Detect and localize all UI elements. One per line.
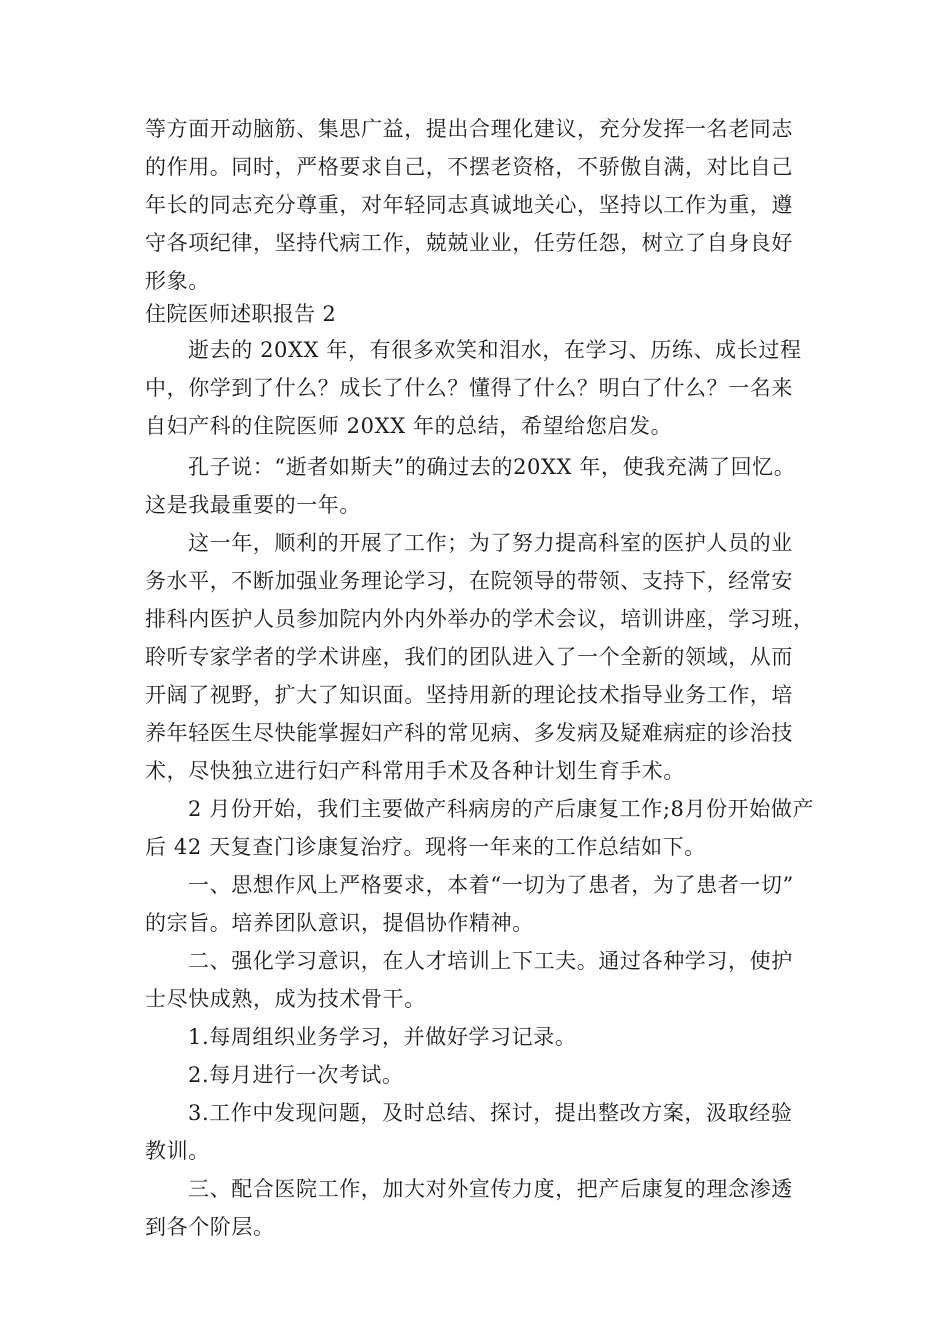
list-item: 1.每周组织业务学习，并做好学习记录。 — [188, 1025, 577, 1049]
text-line: 等方面开动脑筋、集思广益，提出合理化建议，充分发挥一名老同志 — [145, 117, 793, 141]
text-line: 开阔了视野，扩大了知识面。坚持用新的理论技术指导业务工作，培 — [145, 683, 793, 707]
text-line: 二、强化学习意识，在人才培训上下工夫。通过各种学习，使护 — [188, 949, 793, 973]
section-heading: 住院医师述职报告 2 — [145, 302, 337, 326]
text-line: 一、思想作风上严格要求，本着“一切为了患者，为了患者一切” — [188, 873, 794, 897]
text-line: 三、配合医院工作，加大对外宣传力度，把产后康复的理念渗透 — [188, 1177, 793, 1201]
text-line: 务水平，不断加强业务理论学习，在院领导的带领、支持下，经常安 — [145, 569, 793, 593]
text-line: 守各项纪律，坚持代病工作，兢兢业业，任劳任怨，树立了自身良好 — [145, 231, 793, 255]
text-line: 排科内医护人员参加院内外内外举办的学术会议，培训讲座，学习班， — [145, 607, 815, 631]
text-line: 后 42 天复查门诊康复治疗。现将一年来的工作总结如下。 — [145, 835, 706, 859]
text-line: 中，你学到了什么？成长了什么？懂得了什么？明白了什么？一名来 — [145, 376, 793, 400]
text-line: 2 月份开始，我们主要做产科病房的产后康复工作;8月份开始做产 — [188, 797, 815, 821]
text-line: 年长的同志充分尊重，对年轻同志真诚地关心，坚持以工作为重，遵 — [145, 193, 793, 217]
text-line: 聆听专家学者的学术讲座，我们的团队进入了一个全新的领域，从而 — [145, 645, 793, 669]
text-line: 到各个阶层。 — [145, 1215, 275, 1239]
list-item: 3.工作中发现问题，及时总结、探讨，提出整改方案，汲取经验 — [188, 1101, 793, 1125]
text-line: 的宗旨。培养团队意识，提倡协作精神。 — [145, 911, 534, 935]
text-line: 术，尽快独立进行妇产科常用手术及各种计划生育手术。 — [145, 759, 685, 783]
text-line: 自妇产科的住院医师 20XX 年的总结，希望给您启发。 — [145, 414, 673, 438]
text-line: 士尽快成熟，成为技术骨干。 — [145, 987, 426, 1011]
text-line: 逝去的 20XX 年，有很多欢笑和泪水，在学习、历练、成长过程 — [188, 338, 802, 362]
text-line: 孔子说：“逝者如斯夫”的确过去的20XX 年，使我充满了回忆。 — [188, 455, 796, 479]
text-line: 这一年，顺利的开展了工作；为了努力提高科室的医护人员的业 — [188, 531, 793, 555]
text-line: 形象。 — [145, 269, 210, 293]
text-line: 教训。 — [145, 1139, 210, 1163]
text-line: 的作用。同时，严格要求自己，不摆老资格，不骄傲自满，对比自己 — [145, 155, 793, 179]
text-line: 养年轻医生尽快能掌握妇产科的常见病、多发病及疑难病症的诊治技 — [145, 721, 793, 745]
list-item: 2.每月进行一次考试。 — [188, 1063, 404, 1087]
text-line: 这是我最重要的一年。 — [145, 493, 361, 517]
